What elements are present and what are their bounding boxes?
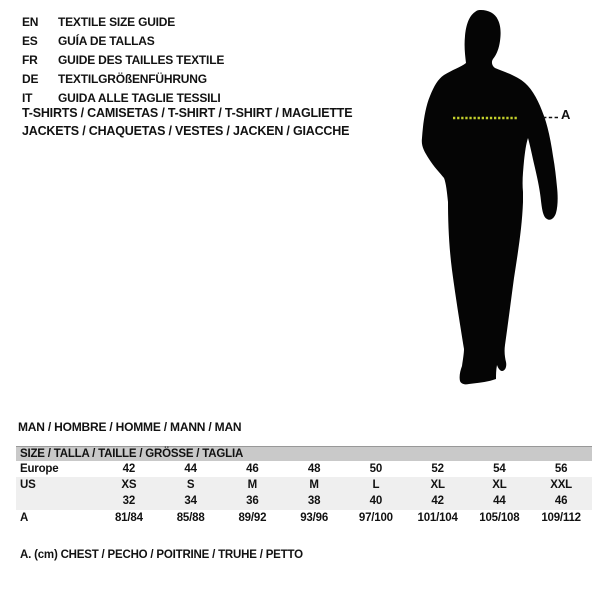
table-cell: 46 <box>554 495 568 507</box>
language-code: FR <box>22 53 38 67</box>
table-cell: 38 <box>307 495 321 507</box>
table-cell: 52 <box>431 463 444 475</box>
language-code: DE <box>22 72 39 86</box>
table-cell: 101/104 <box>417 512 458 524</box>
table-cell: 44 <box>184 463 197 475</box>
table-cell: L <box>372 479 380 491</box>
row-label: US <box>20 479 36 491</box>
table-cell: 50 <box>369 463 383 475</box>
table-cell: M <box>309 479 319 491</box>
language-label: GUIDA ALLE TAGLIE TESSILI <box>58 91 221 105</box>
row-label: A <box>20 512 29 524</box>
table-row-uk <box>16 493 592 510</box>
table-cell: 34 <box>184 495 197 507</box>
table-cell: 97/100 <box>358 512 393 524</box>
category-tshirts: T-SHIRTS / CAMISETAS / T-SHIRT / T-SHIRT / MAGLIETTE <box>22 106 353 120</box>
table-row-us <box>16 477 592 493</box>
man-silhouette-icon <box>422 10 558 384</box>
row-label: Europe <box>20 463 59 475</box>
measurement-footnote: A. (cm) CHEST / PECHO / POITRINE / TRUHE / PETTO <box>20 549 303 561</box>
table-cell: 36 <box>246 495 259 507</box>
language-label: GUIDE DES TAILLES TEXTILE <box>58 53 225 67</box>
table-cell: XL <box>430 479 445 491</box>
table-row-chest-a <box>16 510 592 527</box>
table-cell: M <box>247 479 258 491</box>
table-row-europe <box>16 461 592 477</box>
language-label: TEXTILGRÖßENFÜHRUNG <box>58 72 207 86</box>
table-cell: 81/84 <box>114 512 143 524</box>
table-cell: XXL <box>550 479 572 491</box>
table-cell: 54 <box>493 463 506 475</box>
table-cell: 48 <box>307 463 321 475</box>
language-code: ES <box>22 34 38 48</box>
table-cell: 93/96 <box>300 512 329 524</box>
table-cell: 109/112 <box>541 512 581 524</box>
section-title-man: MAN / HOMBRE / HOMME / MANN / MAN <box>18 420 242 434</box>
table-cell: 42 <box>431 495 444 507</box>
table-cell: 56 <box>554 463 568 475</box>
size-table-header: SIZE / TALLA / TAILLE / GRÖSSE / TAGLIA <box>16 446 592 461</box>
table-cell: XS <box>121 479 137 491</box>
table-cell: 46 <box>246 463 259 475</box>
table-cell: 32 <box>122 495 136 507</box>
table-cell: XL <box>492 479 507 491</box>
table-cell: 85/88 <box>176 512 205 524</box>
language-label: GUÍA DE TALLAS <box>58 34 155 48</box>
table-cell: 44 <box>493 495 506 507</box>
table-cell: 40 <box>369 495 383 507</box>
table-cell: 42 <box>122 463 136 475</box>
row-label <box>16 493 98 510</box>
table-cell: 89/92 <box>238 512 267 524</box>
table-cell: S <box>186 479 195 491</box>
size-table <box>16 446 592 527</box>
measurement-a-label: A <box>561 107 571 122</box>
category-jackets: JACKETS / CHAQUETAS / VESTES / JACKEN / GIACCHE <box>22 124 350 138</box>
table-cell: 105/108 <box>479 512 520 524</box>
language-code: IT <box>22 91 33 105</box>
language-code: EN <box>22 15 39 29</box>
language-label: TEXTILE SIZE GUIDE <box>58 15 176 29</box>
